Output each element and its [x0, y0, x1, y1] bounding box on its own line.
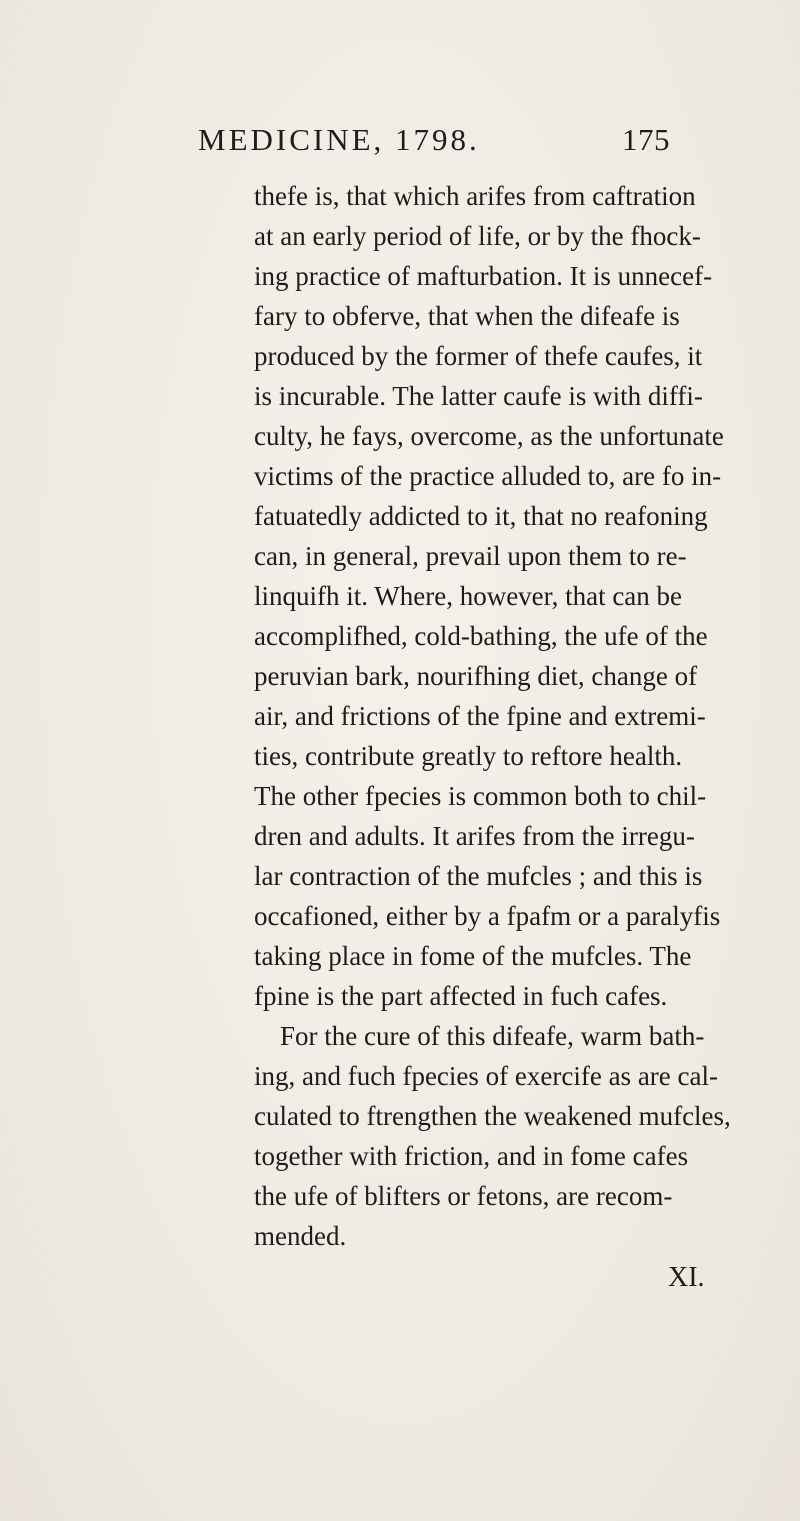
text-line: the ufe of blifters or fetons, are recom- [254, 1181, 673, 1211]
text-line: ing, and fuch fpecies of exercife as are cal- [254, 1061, 718, 1091]
page-header [198, 122, 678, 172]
text-line: lar contraction of the mufcles ; and this is [254, 861, 703, 891]
text-line: culty, he fays, overcome, as the unfortunate [254, 421, 724, 451]
text-line: ing practice of mafturbation. It is unnecef- [254, 261, 713, 291]
page-number: 175 [622, 122, 670, 157]
text-line: is incurable. The latter caufe is with diffi- [254, 381, 703, 411]
catchword: XI. [668, 1262, 705, 1293]
text-line: fatuatedly addicted to it, that no reafoning [254, 501, 708, 531]
text-line: accomplifhed, cold-bathing, the ufe of the [254, 621, 708, 651]
text-line: occafioned, either by a fpafm or a paralyfis [254, 901, 721, 931]
text-line: fary to obferve, that when the difeafe is [254, 301, 680, 331]
text-line: peruvian bark, nourifhing diet, change of [254, 661, 698, 691]
text-line: taking place in fome of the mufcles. The [254, 941, 692, 971]
text-line: produced by the former of thefe caufes, it [254, 341, 703, 371]
text-line: For the cure of this difeafe, warm bath- [280, 1021, 705, 1051]
text-line: victims of the practice alluded to, are fo in- [254, 461, 722, 491]
text-line: The other fpecies is common both to chil- [254, 781, 707, 811]
text-line: mended. [254, 1221, 347, 1251]
text-line: linquifh it. Where, however, that can be [254, 581, 683, 611]
text-line: ties, contribute greatly to reftore health. [254, 741, 683, 771]
running-title: MEDICINE, 1798. [198, 122, 480, 157]
text-line: can, in general, prevail upon them to re- [254, 541, 687, 571]
text-line: at an early period of life, or by the fhock- [254, 221, 701, 251]
text-line: thefe is, that which arifes from caftration [254, 181, 696, 211]
text-line: culated to ftrengthen the weakened mufcles, [254, 1101, 731, 1131]
text-line: fpine is the part affected in fuch cafes. [254, 981, 668, 1011]
text-line: air, and frictions of the fpine and extremi- [254, 701, 706, 731]
text-line: together with friction, and in fome cafes [254, 1141, 689, 1171]
text-line: dren and adults. It arifes from the irregu- [254, 821, 695, 851]
